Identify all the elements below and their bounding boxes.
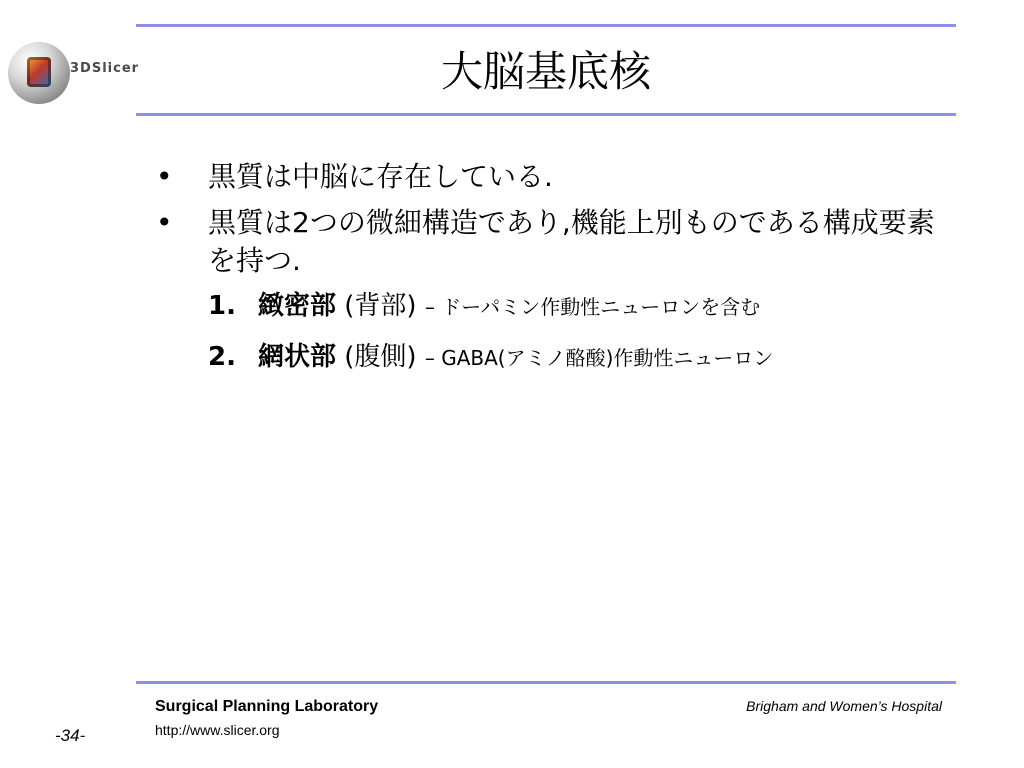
item-number: 2. [208, 342, 236, 372]
logo-cube-icon [27, 57, 51, 87]
item-term: 網状部 [258, 342, 337, 372]
footer-hospital: Brigham and Women’s Hospital [746, 698, 942, 714]
item-paren: (腹側) [344, 342, 417, 372]
page-number: -34- [55, 726, 86, 745]
bullet-item [150, 204, 950, 280]
bullet-symbol: • [156, 206, 173, 239]
item-description: – GABA(アミノ酪酸)作動性ニューロン [424, 346, 774, 370]
item-number: 1. [208, 291, 236, 321]
item-description: – ドーパミン作動性ニューロンを含む [424, 295, 761, 319]
slide-title: 大脳基底核 [440, 47, 651, 96]
logo-brand-text: 3DSlicer [70, 61, 140, 76]
item-term: 緻密部 [258, 291, 337, 321]
bullet-text: 黒質は中脳に存在している. [208, 160, 553, 193]
bullet-item [150, 158, 950, 196]
footer-rule [136, 681, 956, 684]
header-bottom-rule [136, 113, 956, 116]
header-top-rule [136, 24, 956, 27]
3dslicer-logo [4, 38, 144, 108]
item-paren: (背部) [344, 291, 417, 321]
numbered-item [150, 339, 950, 376]
slide-content [150, 158, 950, 390]
bullet-symbol: • [156, 160, 173, 193]
bullet-text: 黒質は2つの微細構造であり,機能上別ものである構成要素を持つ. [208, 206, 935, 277]
numbered-item [150, 288, 950, 325]
footer-url: http://www.slicer.org [155, 722, 280, 738]
footer-lab-name: Surgical Planning Laboratory [155, 698, 379, 715]
